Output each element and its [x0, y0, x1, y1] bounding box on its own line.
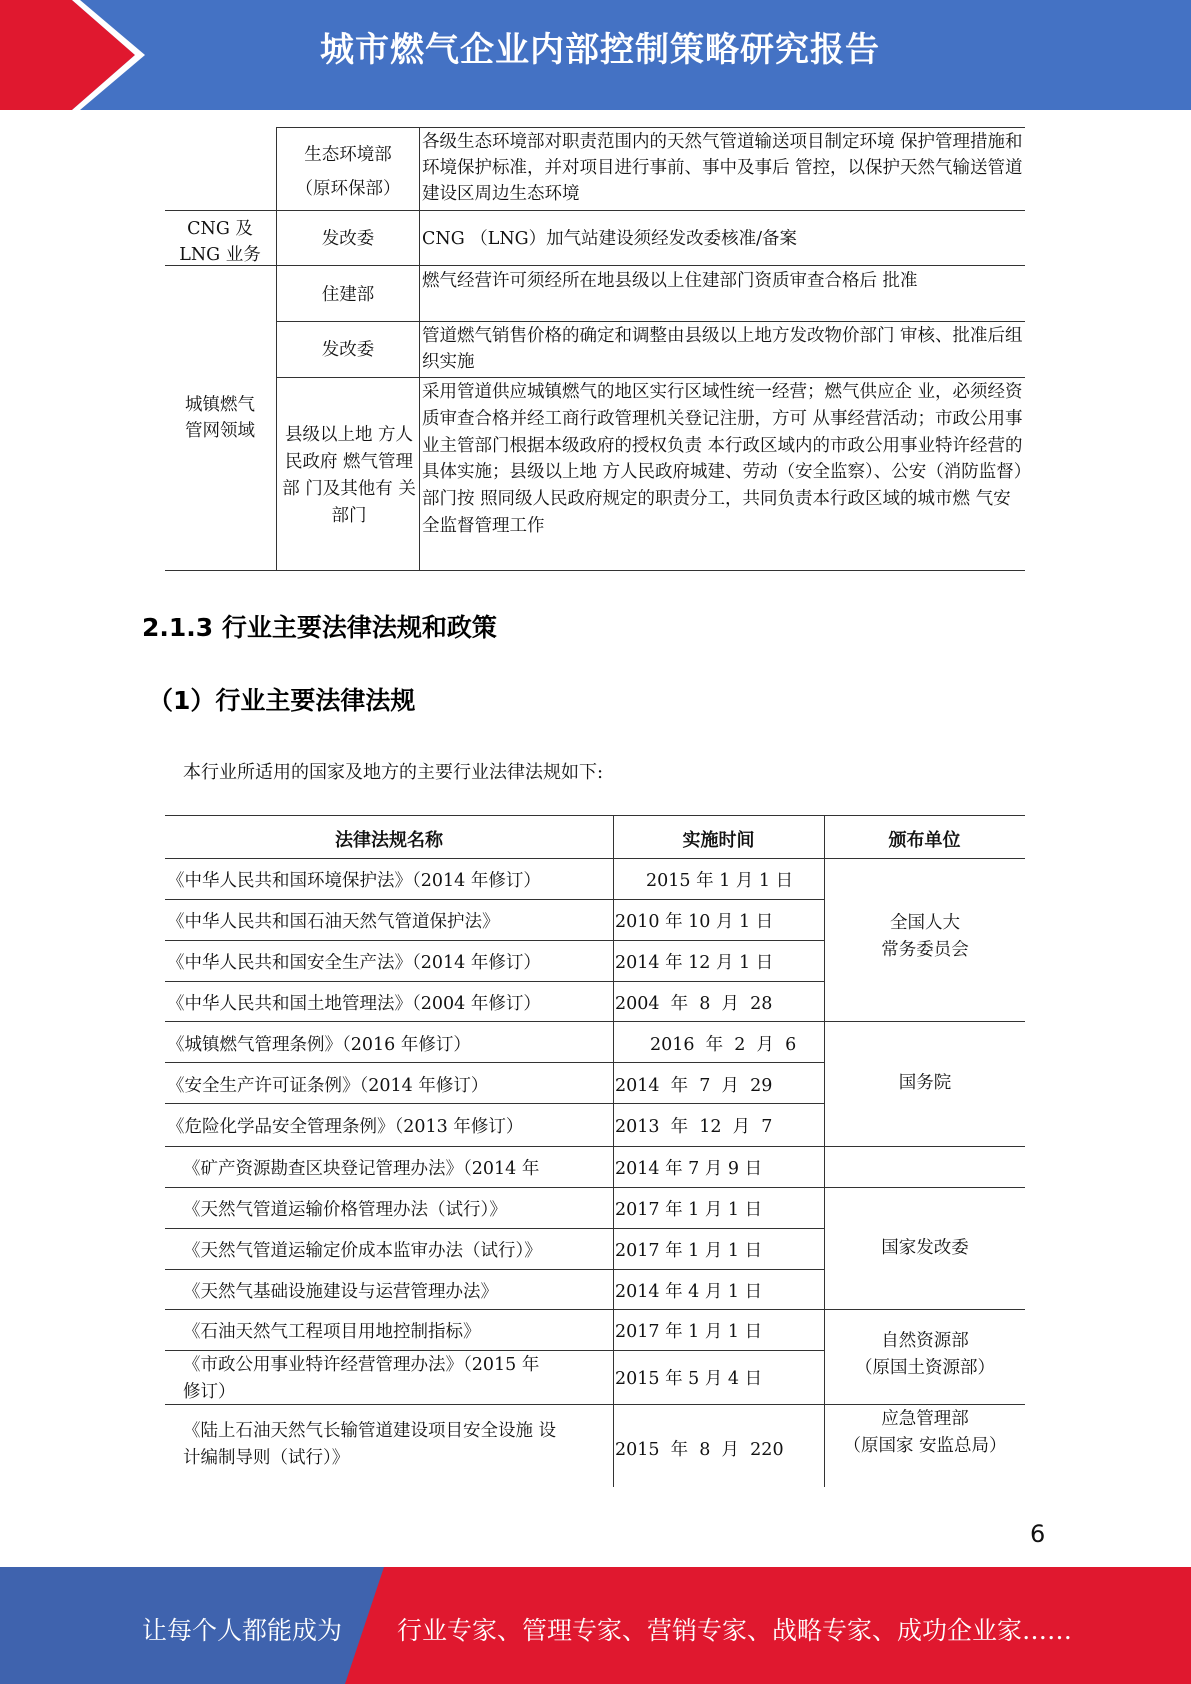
issuer-emergency-management: 应急管理部 （原国家 安监总局） — [843, 1409, 1007, 1456]
law-name: 《矿产资源勘查区块登记管理办法》（2014 年 — [183, 1159, 540, 1179]
law-date: 2017 年 1 月 1 日 — [615, 1200, 763, 1220]
table1-content: 各级生态环境部对职责范围内的天然气管道输送项目制定环境 保护管理措施和环境保护标准，并对项目进行事前、事中及事后 管控，以保护天然气输送管道建设区周边生态环境 — [422, 132, 1023, 204]
issuer-npc-standing-committee: 全国人大 常务委员会 — [881, 913, 969, 960]
law-name: 《天然气基础设施建设与运营管理办法》 — [183, 1282, 498, 1302]
page-footer — [0, 1567, 1191, 1684]
law-name: 《城镇燃气管理条例》（2016 年修订） — [167, 1035, 471, 1055]
law-date: 2004 年 8 月 28 — [615, 994, 773, 1014]
law-date: 2014 年 7 月 29 — [615, 1076, 773, 1096]
table1-content: 采用管道供应城镇燃气的地区实行区域性统一经营；燃气供应企 业，必须经资质审查合格并经工商行政管理机关登记注册，方可 从事经营活动；市政公用事业主管部门根据本级政府的授权负责 本行政区域内的市政公用事业特许经营的具体实施；县级以上地 方人民政府城建、劳动（安全监察）、公安（消防监督）部门按 照同级人民政府规定的职责分工，共同负责本行政区域的城市燃 气安全监督管理工作 — [422, 382, 1023, 536]
laws-table-header-issuer: 颁布单位 — [888, 830, 961, 851]
report-title: 城市燃气企业内部控制策略研究报告 — [320, 30, 880, 70]
law-date: 2014 年 7 月 9 日 — [615, 1159, 763, 1179]
law-name: 《中华人民共和国土地管理法》（2004 年修订） — [167, 994, 541, 1014]
page-header — [0, 0, 1191, 110]
table1-content: 管道燃气销售价格的确定和调整由县级以上地方发改物价部门 审核、批准后组织实施 — [422, 326, 1023, 372]
footer-slogan-left: 让每个人都能成为 — [142, 1616, 343, 1645]
table1-department: 生态环境部 （原环保部） — [295, 145, 401, 199]
law-name: 《陆上石油天然气长输管道建设项目安全设施 设 计编制导则（试行）》 — [183, 1421, 557, 1468]
footer-slogan-right: 行业专家、管理专家、营销专家、战略专家、成功企业家…… — [397, 1616, 1073, 1645]
law-date: 2017 年 1 月 1 日 — [615, 1322, 763, 1342]
issuer-natural-resources: 自然资源部 （原国土资源部） — [855, 1331, 995, 1378]
law-name: 《中华人民共和国石油天然气管道保护法》 — [167, 912, 500, 932]
table1-department: 县级以上地 方人民政府 燃气管理部 门及其他有 关部门 — [282, 425, 416, 526]
table1-department: 发改委 — [321, 229, 375, 249]
law-date: 2015 年 8 月 220 — [615, 1440, 784, 1460]
table1-department: 住建部 — [321, 285, 375, 305]
issuer-ndrc: 国家发改委 — [881, 1238, 969, 1258]
table1-department: 发改委 — [321, 340, 375, 360]
law-date: 2010 年 10 月 1 日 — [615, 912, 774, 932]
table1-content: 燃气经营许可须经所在地县级以上住建部门资质审查合格后 批准 — [422, 271, 918, 291]
subsection-heading: （1）行业主要法律法规 — [148, 686, 416, 715]
law-name: 《天然气管道运输定价成本监审办法（试行）》 — [183, 1241, 542, 1261]
table1-domain-cng-lng: CNG 及 LNG 业务 — [179, 219, 261, 265]
laws-table-header-name: 法律法规名称 — [335, 830, 443, 851]
law-date: 2015 年 1 月 1 日 — [646, 871, 794, 891]
law-name: 《危险化学品安全管理条例》（2013 年修订） — [167, 1117, 524, 1137]
law-name: 《市政公用事业特许经营管理办法》（2015 年 修订） — [183, 1355, 540, 1402]
law-date: 2014 年 12 月 1 日 — [615, 953, 774, 973]
law-date: 2015 年 5 月 4 日 — [615, 1369, 763, 1389]
law-name: 《安全生产许可证条例》（2014 年修订） — [167, 1076, 489, 1096]
law-date: 2016 年 2 月 6 — [650, 1035, 797, 1055]
law-date: 2013 年 12 月 7 — [615, 1117, 773, 1137]
law-name: 《天然气管道运输价格管理办法（试行）》 — [183, 1200, 507, 1220]
law-name: 《中华人民共和国环境保护法》（2014 年修订） — [167, 871, 541, 891]
law-date: 2014 年 4 月 1 日 — [615, 1282, 763, 1302]
issuer-state-council: 国务院 — [898, 1073, 952, 1093]
table1-domain-urban-gas: 城镇燃气 管网领域 — [185, 395, 255, 441]
section-heading: 2.1.3 行业主要法律法规和政策 — [142, 613, 497, 642]
law-name: 《石油天然气工程项目用地控制指标》 — [183, 1322, 481, 1342]
law-date: 2017 年 1 月 1 日 — [615, 1241, 763, 1261]
table1-content: CNG （LNG）加气站建设须经发改委核准/备案 — [422, 229, 798, 249]
intro-paragraph: 本行业所适用的国家及地方的主要行业法律法规如下: — [183, 762, 604, 783]
page-number: 6 — [1030, 1520, 1046, 1548]
law-name: 《中华人民共和国安全生产法》（2014 年修订） — [167, 953, 541, 973]
laws-table-header-date: 实施时间 — [682, 830, 755, 851]
